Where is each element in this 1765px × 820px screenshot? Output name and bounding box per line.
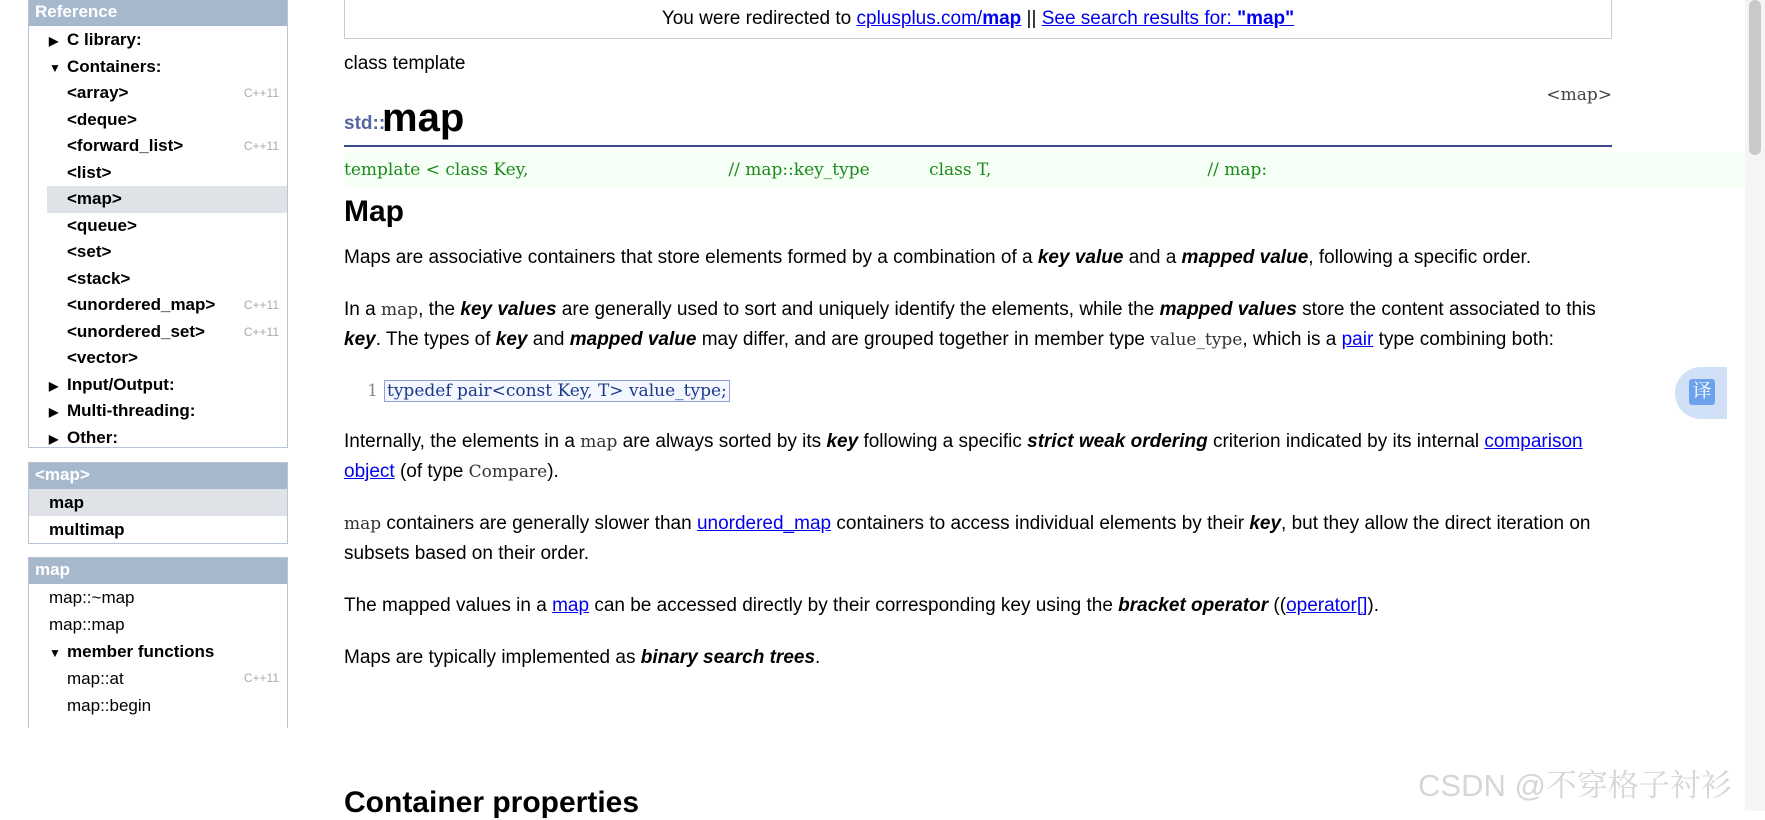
nav-label: <deque> (67, 109, 137, 129)
operator-bracket-link[interactable]: operator[] (1286, 595, 1368, 616)
code-block (358, 377, 1612, 405)
sidebar (28, 0, 288, 741)
nav-set[interactable] (29, 239, 287, 266)
nav-deque[interactable] (29, 107, 287, 134)
entity-kind: class template (344, 53, 466, 74)
main-content (344, 0, 1612, 695)
nav-unordered-set[interactable] (29, 319, 287, 346)
redirect-link-text-bold: map (982, 8, 1022, 29)
caret-down-icon: ▼ (49, 646, 61, 660)
nav-member-functions[interactable] (29, 638, 287, 665)
cpp11-badge: C++11 (243, 671, 279, 685)
nav-list[interactable] (29, 160, 287, 187)
nav-label: Containers: (67, 57, 162, 76)
cpp11-badge: C++11 (243, 139, 279, 153)
redirect-notice (344, 0, 1612, 39)
caret-right-icon: ▶ (49, 34, 59, 48)
code-line: typedef pair<const Key, T> value_type; (384, 380, 730, 402)
caret-right-icon: ▶ (49, 431, 59, 446)
nav-label: <set> (67, 242, 112, 261)
nav-label: <queue> (67, 215, 137, 235)
cpp11-badge: C++11 (243, 324, 279, 339)
map-members-box (28, 557, 288, 728)
map-header-box (28, 462, 288, 544)
translate-button[interactable] (1675, 367, 1727, 419)
map-link[interactable]: map (552, 595, 590, 616)
nav-map-at[interactable] (29, 665, 287, 692)
map-members-box-title: map (29, 558, 287, 584)
nav-map-constructor[interactable]: map::map (49, 615, 125, 634)
nav-label: Multi-threading: (67, 401, 196, 420)
nav-forward-list[interactable] (29, 133, 287, 160)
caret-right-icon: ▶ (49, 405, 59, 419)
search-link-text: See search results for: (1041, 8, 1238, 29)
nav-label: <list> (67, 162, 112, 182)
nav-label: <unordered_map> (67, 295, 216, 314)
section-heading: Map (344, 195, 404, 228)
redirect-separator: || (1021, 8, 1042, 29)
nav-label: map::at (67, 669, 124, 688)
nav-stack[interactable] (29, 266, 287, 293)
cpp11-badge: C++11 (243, 86, 279, 100)
nav-vector[interactable] (29, 345, 287, 372)
nav-label: member functions (67, 642, 215, 661)
nav-containers[interactable] (29, 53, 287, 80)
scrollbar[interactable] (1745, 0, 1765, 811)
redirect-link[interactable] (857, 8, 1022, 29)
paragraph-2: In a map, the key values are generally used to sort and uniquely identify the elements, while the mapped values store the content associated to this key. The types of key and mapped value may differ, and are grouped together in member type value_type, which is a pair type combining both: (344, 299, 1596, 350)
paragraph-3: Internally, the elements in a map are always sorted by its key following a specific strict weak ordering criterion indicated by its internal comparison object (of type Compare). (344, 431, 1583, 482)
nav-label: <map> (67, 189, 122, 208)
nav-array[interactable] (29, 80, 287, 107)
translate-icon: 译 (1689, 379, 1715, 405)
nav-label: <unordered_set> (67, 321, 205, 341)
reference-header: Reference (29, 0, 287, 26)
nav-map-selected[interactable] (47, 186, 287, 213)
namespace-label: std:: (344, 113, 386, 134)
nav-label: <stack> (67, 268, 131, 288)
redirect-link-text: cplusplus.com/ (856, 8, 983, 29)
pair-link[interactable]: pair (1341, 329, 1374, 350)
header-file-tag[interactable]: <map> (1546, 85, 1612, 105)
nav-map-destructor[interactable]: map::~map (49, 588, 135, 607)
paragraph-4: map containers are generally slower than unordered_map containers to access individual elements by their key, but they allow the direct iteration on subsets based on their order. (344, 513, 1591, 564)
nav-label: Other: (67, 427, 118, 447)
search-results-link[interactable] (1042, 8, 1294, 29)
paragraph-5: The mapped values in a map can be accessed directly by their corresponding key using the bracket operator ((operator[]). (344, 595, 1379, 616)
template-declaration: template < class Key, // map::key_type class T, // map: (344, 153, 1765, 187)
nav-label: <vector> (67, 348, 138, 367)
caret-down-icon: ▼ (49, 61, 61, 75)
page-title: map (382, 96, 465, 140)
scrollbar-thumb[interactable] (1749, 0, 1761, 155)
paragraph-6: Maps are typically implemented as binary search trees. (344, 647, 821, 668)
container-properties-heading: Container properties (344, 786, 640, 819)
title-row (344, 75, 1612, 147)
cpp11-badge: C++11 (243, 298, 279, 312)
nav-label: <forward_list> (67, 136, 184, 155)
nav-c-library[interactable] (29, 26, 287, 53)
map-header-box-title: <map> (29, 463, 287, 489)
line-number: 1 (367, 381, 378, 401)
nav-input-output[interactable] (29, 372, 287, 399)
nav-label: <array> (67, 83, 129, 102)
nav-queue[interactable] (29, 213, 287, 240)
nav-other[interactable] (29, 425, 287, 452)
paragraph-1: Maps are associative containers that store elements formed by a combination of a key value and a mapped value, following a specific order. (344, 247, 1532, 268)
reference-box (28, 0, 288, 448)
redirect-text: You were redirected to (661, 8, 857, 29)
nav-unordered-map[interactable] (29, 292, 287, 319)
comparison-object-link[interactable]: comparison object (344, 431, 1583, 482)
nav-multimap[interactable]: multimap (49, 520, 125, 539)
nav-label: C library: (67, 30, 142, 49)
nav-label: map::begin (67, 696, 152, 715)
nav-map-class[interactable]: map (29, 489, 287, 516)
nav-label: Input/Output: (67, 374, 175, 394)
watermark: CSDN @不穿格子衬衫 (1418, 768, 1732, 803)
nav-multi-threading[interactable] (29, 398, 287, 425)
unordered-map-link[interactable]: unordered_map (696, 513, 832, 534)
nav-map-begin[interactable] (29, 692, 287, 719)
search-link-text-bold: "map" (1237, 8, 1295, 29)
caret-right-icon: ▶ (49, 378, 59, 393)
